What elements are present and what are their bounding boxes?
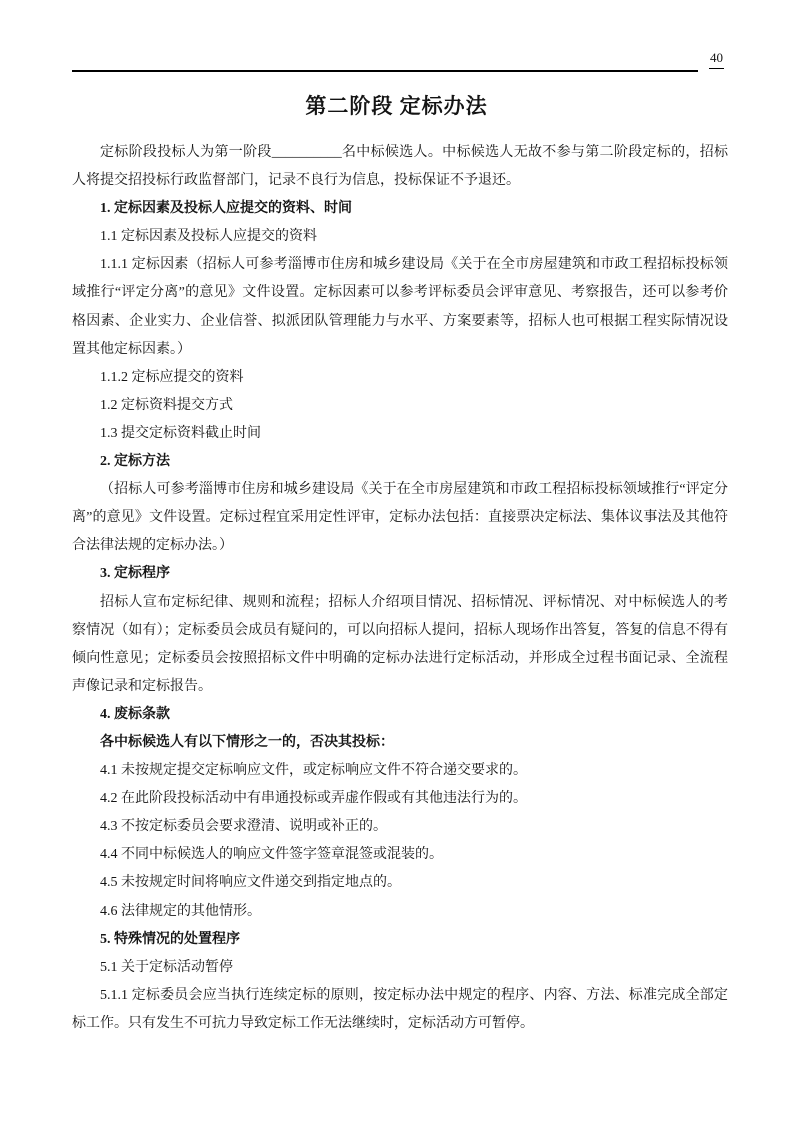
paragraph: 2. 定标方法	[100, 454, 170, 470]
paragraph: 4.1 未按规定提交定标响应文件，或定标响应文件不符合递交要求的。	[100, 763, 527, 779]
paragraph: 5. 特殊情况的处置程序	[100, 931, 240, 947]
paragraph: 1.2 定标资料提交方式	[100, 397, 233, 413]
paragraph: 3. 定标程序	[100, 566, 170, 582]
header-rule	[72, 70, 698, 72]
paragraph: 4.2 在此阶段投标活动中有串通投标或弄虚作假或有其他违法行为的。	[100, 791, 527, 807]
paragraph: 各中标候选人有以下情形之一的，否决其投标：	[100, 734, 394, 750]
paragraph: 1. 定标因素及投标人应提交的资料、时间	[100, 201, 352, 217]
page-title: 第二阶段 定标办法	[305, 94, 488, 118]
paragraph: 4.4 不同中标候选人的响应文件签字签章混签或混装的。	[100, 847, 443, 863]
paragraph: 1.3 提交定标资料截止时间	[100, 425, 261, 441]
paragraph: 4.6 法律规定的其他情形。	[100, 903, 261, 919]
paragraph: （招标人可参考淄博市住房和城乡建设局《关于在全市房屋建筑和市政工程招标投标领域推行“评定分离”的意见》文件设置。定标过程宜采用定性评审，定标办法包括：直接票决定标法、集体议事法及其他符合法律法规的定标办法。）	[72, 482, 728, 554]
paragraph: 1.1.1 定标因素（招标人可参考淄博市住房和城乡建设局《关于在全市房屋建筑和市政工程招标投标领域推行“评定分离”的意见》文件设置。定标因素可以参考评标委员会评审意见、考察报告，还可以参考价格因素、企业实力、企业信誉、拟派团队管理能力与水平、方案要素等，招标人也可根据工程实际情况设置其他定标因素。）	[72, 257, 728, 357]
paragraph: 招标人宣布定标纪律、规则和流程；招标人介绍项目情况、招标情况、评标情况、对中标候选人的考察情况（如有）；定标委员会成员有疑问的，可以向招标人提问，招标人现场作出答复，答复的信息不得有倾向性意见；定标委员会按照招标文件中明确的定标办法进行定标活动，并形成全过程书面记录、全流程声像记录和定标报告。	[72, 594, 728, 694]
paragraph: 4.5 未按规定时间将响应文件递交到指定地点的。	[100, 875, 401, 891]
document-body	[72, 139, 728, 1038]
paragraph: 1.1.2 定标应提交的资料	[100, 369, 244, 385]
page-number: 40	[709, 49, 724, 69]
paragraph: 5.1.1 定标委员会应当执行连续定标的原则，按定标办法中规定的程序、内容、方法、标准完成全部定标工作。只有发生不可抗力导致定标工作无法继续时，定标活动方可暂停。	[72, 987, 728, 1031]
paragraph: 4.3 不按定标委员会要求澄清、说明或补正的。	[100, 819, 387, 835]
paragraph: 5.1 关于定标活动暂停	[100, 959, 233, 975]
paragraph: 1.1 定标因素及投标人应提交的资料	[100, 229, 317, 245]
paragraph: 4. 废标条款	[100, 706, 170, 722]
paragraph: 定标阶段投标人为第一阶段__________名中标候选人。中标候选人无故不参与第二阶段定标的，招标人将提交招投标行政监督部门，记录不良行为信息，投标保证不予退还。	[72, 145, 728, 189]
